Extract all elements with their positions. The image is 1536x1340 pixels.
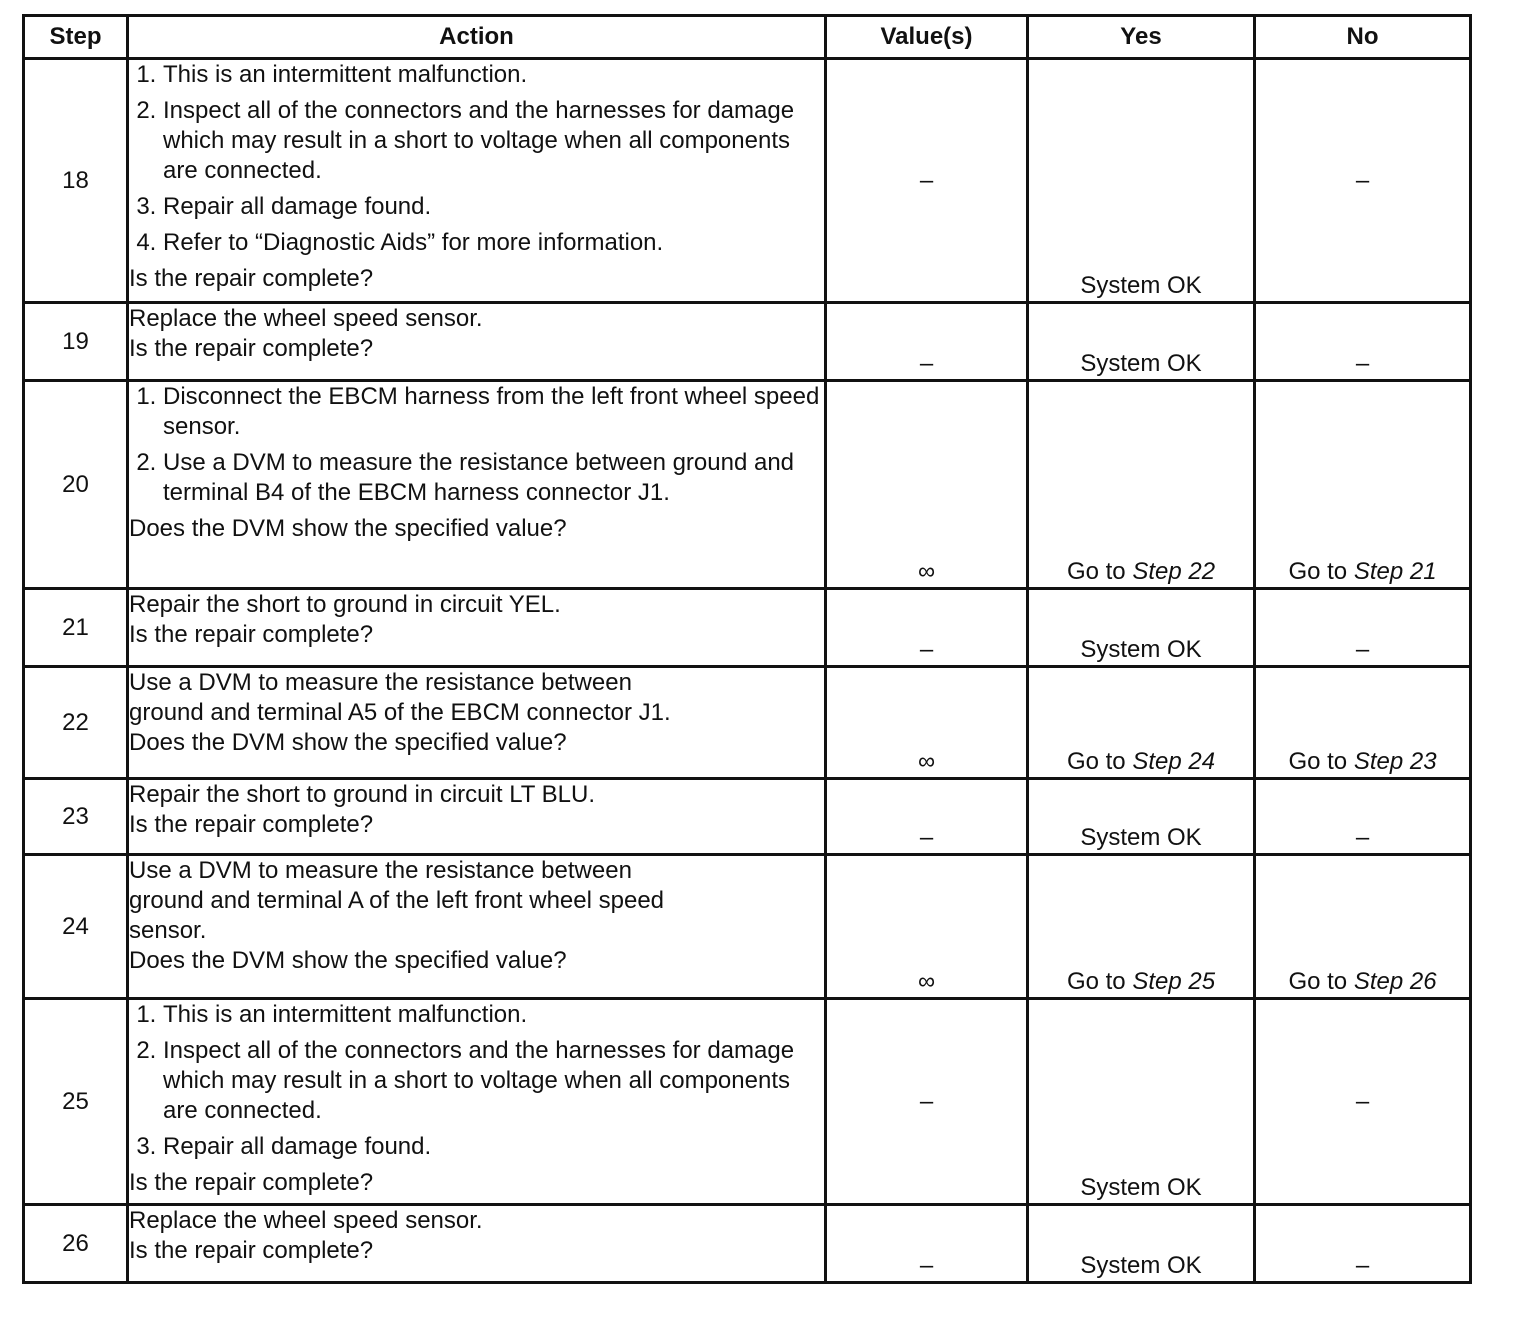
step-number: 21	[24, 589, 128, 667]
action-item: 2. Inspect all of the connectors and the harnesses for damage which may result in a short to voltage when all components are connected.	[163, 1036, 824, 1126]
yes-cell: System OK	[1028, 999, 1255, 1205]
table-row-step-19	[24, 303, 1471, 381]
value-cell: –	[826, 59, 1028, 303]
action-item: 1. Disconnect the EBCM harness from the left front wheel speed sensor.	[163, 382, 824, 442]
action-item: 3. Repair all damage found.	[163, 1132, 824, 1162]
yes-step-link[interactable]: Step 22	[1132, 558, 1216, 585]
action-question: Does the DVM show the specified value?	[129, 729, 567, 756]
action-list	[129, 1000, 824, 1162]
action-item: 3. Repair all damage found.	[163, 192, 824, 222]
step-number: 23	[24, 779, 128, 855]
no-step-link[interactable]: Step 21	[1353, 558, 1437, 585]
action-line: sensor.	[129, 917, 207, 944]
value-cell: –	[826, 1205, 1028, 1283]
action-question: Does the DVM show the specified value?	[129, 515, 567, 542]
step-number: 18	[24, 59, 128, 303]
action-item: 1. This is an intermittent malfunction.	[163, 60, 824, 90]
action-cell	[128, 779, 826, 855]
action-line: Replace the wheel speed sensor.	[129, 1207, 483, 1234]
yes-cell: System OK	[1028, 779, 1255, 855]
yes-cell: System OK	[1028, 303, 1255, 381]
action-line: ground and terminal A of the left front wheel speed	[129, 887, 665, 914]
value-cell: ∞	[826, 667, 1028, 779]
table-row-step-26	[24, 1205, 1471, 1283]
action-line: Repair the short to ground in circuit LT BLU.	[129, 781, 596, 808]
yes-step-link[interactable]: Step 25	[1132, 968, 1216, 995]
action-question: Is the repair complete?	[129, 265, 374, 292]
header-yes: Yes	[1028, 16, 1255, 59]
no-cell	[1255, 855, 1471, 999]
no-prefix: Go to	[1288, 748, 1348, 775]
action-question: Does the DVM show the specified value?	[129, 947, 567, 974]
no-prefix: Go to	[1288, 558, 1348, 585]
no-cell: –	[1255, 59, 1471, 303]
yes-prefix: Go to	[1066, 968, 1126, 995]
header-step: Step	[24, 16, 128, 59]
no-cell: –	[1255, 303, 1471, 381]
diagnostic-table	[22, 14, 1472, 1284]
table-row-step-18	[24, 59, 1471, 303]
value-cell: –	[826, 779, 1028, 855]
value-cell: –	[826, 589, 1028, 667]
action-list	[129, 382, 824, 508]
yes-cell: System OK	[1028, 1205, 1255, 1283]
header-row	[24, 16, 1471, 59]
table-row-step-23	[24, 779, 1471, 855]
action-question: Is the repair complete?	[129, 335, 374, 362]
action-question: Is the repair complete?	[129, 1237, 374, 1264]
action-cell	[128, 855, 826, 999]
action-cell	[128, 303, 826, 381]
action-item: 2. Use a DVM to measure the resistance between ground and terminal B4 of the EBCM harness connector J1.	[163, 448, 824, 508]
action-item: 1. This is an intermittent malfunction.	[163, 1000, 824, 1030]
action-cell	[128, 999, 826, 1205]
action-cell	[128, 59, 826, 303]
no-cell: –	[1255, 589, 1471, 667]
no-cell	[1255, 667, 1471, 779]
table-row-step-24	[24, 855, 1471, 999]
step-number: 22	[24, 667, 128, 779]
table-row-step-25	[24, 999, 1471, 1205]
action-cell	[128, 667, 826, 779]
no-cell	[1255, 381, 1471, 589]
action-line: Use a DVM to measure the resistance between	[129, 669, 632, 696]
action-question: Is the repair complete?	[129, 1169, 374, 1196]
action-question: Is the repair complete?	[129, 811, 374, 838]
no-prefix: Go to	[1288, 968, 1348, 995]
yes-cell	[1028, 855, 1255, 999]
action-item: 2. Inspect all of the connectors and the harnesses for damage which may result in a short to voltage when all components are connected.	[163, 96, 824, 186]
action-list	[129, 60, 824, 258]
yes-prefix: Go to	[1066, 748, 1126, 775]
table-row-step-21	[24, 589, 1471, 667]
step-number: 24	[24, 855, 128, 999]
yes-cell	[1028, 381, 1255, 589]
action-cell	[128, 381, 826, 589]
action-cell	[128, 589, 826, 667]
no-step-link[interactable]: Step 23	[1353, 748, 1437, 775]
step-number: 26	[24, 1205, 128, 1283]
no-cell: –	[1255, 999, 1471, 1205]
no-cell: –	[1255, 1205, 1471, 1283]
value-cell: ∞	[826, 381, 1028, 589]
value-cell: –	[826, 999, 1028, 1205]
header-no: No	[1255, 16, 1471, 59]
no-cell: –	[1255, 779, 1471, 855]
step-number: 25	[24, 999, 128, 1205]
action-line: Use a DVM to measure the resistance between	[129, 857, 632, 884]
yes-prefix: Go to	[1066, 558, 1126, 585]
action-cell	[128, 1205, 826, 1283]
value-cell: –	[826, 303, 1028, 381]
header-action: Action	[128, 16, 826, 59]
action-item: 4. Refer to “Diagnostic Aids” for more information.	[163, 228, 824, 258]
header-value: Value(s)	[826, 16, 1028, 59]
table-row-step-20	[24, 381, 1471, 589]
yes-cell: System OK	[1028, 59, 1255, 303]
step-number: 20	[24, 381, 128, 589]
no-step-link[interactable]: Step 26	[1353, 968, 1437, 995]
yes-cell: System OK	[1028, 589, 1255, 667]
action-line: Repair the short to ground in circuit YEL.	[129, 591, 561, 618]
yes-step-link[interactable]: Step 24	[1132, 748, 1216, 775]
step-number: 19	[24, 303, 128, 381]
table-row-step-22	[24, 667, 1471, 779]
action-question: Is the repair complete?	[129, 621, 374, 648]
value-cell: ∞	[826, 855, 1028, 999]
action-line: Replace the wheel speed sensor.	[129, 305, 483, 332]
yes-cell	[1028, 667, 1255, 779]
action-line: ground and terminal A5 of the EBCM connector J1.	[129, 699, 671, 726]
